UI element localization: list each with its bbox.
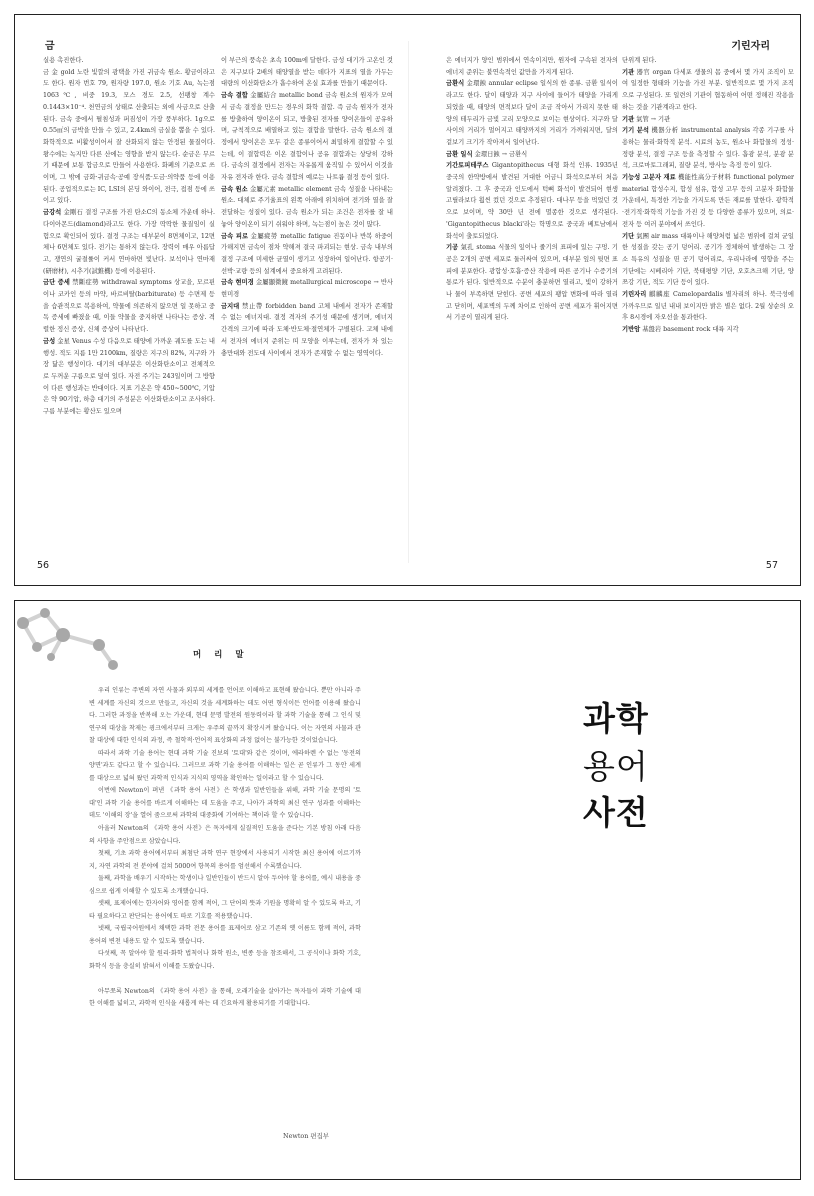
right-page-number: 57: [765, 560, 778, 571]
dictionary-entry: [221, 277, 393, 300]
dictionary-entry: [43, 55, 215, 67]
book-title-line-2: 용어: [583, 747, 649, 786]
preface-paragraph: 첫째, 기초 과학 용어에서부터 최첨단 과학 연구 현장에서 사용되기 시작한 최신 용어에 이르기까지, 자연 과학의 전 분야에 걸쳐 5000여 항목의 용어를 엄선해서 수록했습니다.: [89, 850, 361, 870]
entry-definition: 단위계 된다.: [622, 57, 657, 64]
entry-definition: 氣管 → 기관: [634, 115, 671, 123]
preface-paragraph: 이번에 Newton이 펴낸 《과학 용어 사전》은 학생과 일반인들을 위해, 과학 기술 문명의 '토대'인 과학 기술 용어를 바르게 이해하는 데 도움을 주고, 나아가 과학의 최신 연구 성과를 이해하는 데도 '이해의 장'을 열어 줌으로써 과학의 대중화에 기여하는 책이라 할 수 있습니다.: [89, 787, 361, 820]
entry-definition: 金屬疲勞 metallic fatigue 진동이나 반복 하중이 가해지면 금속이 점차 약해져 결국 파괴되는 현상. 금속 내부의 결정 구조에 미세한 균열이 생기고 성장하여 일어난다. 항공기·선박·교량 등의 설계에서 중요하게 고려된다.: [221, 232, 393, 275]
entry-headword: 기간토피테쿠스: [446, 162, 489, 170]
preface-paragraph: 넷째, 국립국어원에서 채택한 과학 전문 용어를 표제어로 삼고 기존의 옛 이름도 함께 적어, 과학 용어의 변천 내용도 알 수 있도록 했습니다.: [89, 925, 361, 945]
preface-paragraph: 둘째, 과학을 배우기 시작하는 학생이나 일반인들이 반드시 알아 두어야 할 용어를, 예시 내용을 중심으로 쉽게 이해할 수 있도록 소개했습니다.: [89, 875, 361, 895]
entry-headword: 기린자리: [622, 291, 647, 299]
entry-headword: 금속 피로: [221, 232, 249, 240]
page-gutter: [408, 41, 409, 563]
entry-headword: 금속 결합: [221, 92, 248, 100]
entry-headword: 금환식: [446, 80, 465, 88]
dictionary-entry: [622, 67, 794, 114]
dictionary-entry: [43, 336, 215, 418]
dictionary-entry: [446, 55, 618, 78]
dictionary-entry: [446, 149, 618, 161]
dictionary-entry: [446, 78, 618, 148]
entry-headword: 금속 현미경: [221, 279, 254, 287]
dictionary-entry: [622, 114, 794, 126]
entry-definition: 금 金 gold 노란 빛깔의 광택을 가진 귀금속 원소. 황금이라고도 한다. 원자 번호 79, 원자량 197.0, 원소 기호 Au, 녹는점 1063℃, 비중 19.3, 모스 경도 2.5, 선팽창 계수 0.1443×10⁻⁴. 천연금의 상태로 산출되는 외에 사금으로 산출된다. 금속 중에서 펼침성과 퍼짐성이 가장 풍부하다. 1g으로 0.55㎡의 금박을 만들 수 있고, 2.4km의 금실을 뽑을 수 있다. 화학적으로 비활성이어서 잘 산화되지 않는 안정된 물질이다. 왕수에는 녹지만 다른 산에는 영향을 받지 않는다. 순금은 무르기 때문에 보통 합금으로 만들어 사용한다. 화폐의 기준으로 쓰이며, 그 밖에 금화·귀금속·공예 장식품·도금·의약품 등에 이용된다. 공업적으로는 IC, LSI의 본딩 와이어, 전극, 접점 등에 쓰이고 있다.: [43, 68, 215, 205]
dictionary-column-4: [622, 55, 794, 567]
entry-definition: 金環日蝕 → 금환식: [472, 150, 528, 158]
preface-paragraph: 아울러 Newton의 《과학 용어 사전》은 독자에게 실질적인 도움을 준다는 기본 방침 아래 다음의 사항을 주안점으로 삼았습니다.: [89, 825, 361, 845]
dictionary-entry: [221, 55, 393, 90]
preface-signature: Newton 편집부: [283, 1132, 329, 1140]
entry-headword: 기능성 고분자 재료: [622, 174, 676, 182]
entry-definition: 禁斷症勢 withdrawal symptoms 상교을, 모르핀이나 코카인 등의 마약, 바르비탈(barbiturate) 등 수면제 등을 습관적으로 복용하여, 약물에 의존하지 않으면 일 못하고 중독 증세에 빠졌을 때, 이들 약물을 중지하면 나타나는 증상. 격렬한 정신 증상, 신체 증상이 나타난다.: [43, 279, 215, 334]
dictionary-entry: [43, 277, 215, 336]
dictionary-entry: [221, 90, 393, 184]
entry-definition: 金星 Venus 수성 다음으로 태양에 가까운 궤도를 도는 내행성. 적도 지름 1만 2100km, 질량은 지구의 82%, 지구와 가장 닮은 행성이다. 대기의 대부분은 이산화탄소이고 전체적으로 두꺼운 구름으로 덮여 있다. 자전 주기는 243일이며 그 방향이 다른 행성과는 반대이다. 지표 기온은 약 450~500℃, 기압은 약 90기압, 하층 대기의 주성분은 이산화탄소이고 조사하다. 구름 부분에는 황산도 있으며: [43, 337, 215, 416]
entry-headword: 기공: [446, 244, 459, 252]
entry-definition: 金屬結合 metallic bond 금속 원소의 원자가 모여서 금속 결정을 만드는 경우의 화학 결합. 즉 금속 원자가 전자를 방출하여 양이온이 되고, 방출된 전자를 양이온들이 공유하며, 규칙적으로 배열하고 있는 결합을 말한다. 금속 원소의 결정에서 양이온은 모두 같은 종류이어서 최밀하게 결합할 수 있는데, 이 결합력은 이온 결합이나 공유 결합과는 상당히 강하다. 금속의 결정에서 전자는 자유롭게 움직일 수 있어서 이것을 자유 전자라 한다. 금속 결합의 예로는 나트륨 결정 등이 있다.: [221, 92, 393, 182]
left-page-number: 56: [37, 560, 50, 571]
dictionary-entry: [221, 301, 393, 360]
dictionary-entry: [43, 207, 215, 277]
preface-paragraph: 셋째, 표제어에는 한자어와 영어를 함께 적어, 그 단어의 뜻과 기원을 명확히 알 수 있도록 하고, 기타 필요하다고 판단되는 용어에도 따로 기호를 적용했습니다.: [89, 900, 361, 920]
dictionary-entry: [221, 184, 393, 231]
entry-headword: 금강석: [43, 209, 62, 217]
dictionary-entry: [622, 289, 794, 324]
entry-headword: 금환 일식: [446, 150, 473, 158]
entry-definition: 金屬元素 metallic element 금속 성질을 나타내는 원소. 대체로 주기율표의 왼쪽 아래에 위치하며 전기와 열을 잘 전달하는 성질이 있다. 금속 원소가 되는 조건은 전자를 잘 내놓아 양이온이 되기 쉬워야 하며, 녹는점이 높은 것이 많다.: [221, 185, 393, 228]
dictionary-entry: [622, 172, 794, 231]
preface-paragraph: 우리 인류는 주변의 자연 사물과 외부의 세계를 언어로 이해하고 표현해 왔습니다. 뿐만 아니라 주변 세계를 자신의 것으로 만들고, 자신의 것을 세계화하는 데도 어떤 형식이든 언어를 이용해 왔습니다. 그러한 과정을 반복해 오는 가운데, 현대 문명 발전의 원동력이라 할 과학 기술을 통해 그 인식 및 연구의 대상을 착제는 굉크에서부터 크게는 우주의 끝까지 확장시켜 왔습니다. 이는 자연의 사물과 관찰 대상에 대한 인식의 과정, 즉 철학적·언어적 표상화의 과정 없이는 불가능한 것이었습니다.: [89, 687, 361, 745]
dictionary-entry: [622, 55, 794, 67]
entry-definition: 은 에너지가 양인 범위에서 연속이지만, 원자에 구속된 전자의 에너지 준위는 불연속적인 값만을 가지게 된다.: [446, 57, 618, 76]
dictionary-column-1: [43, 55, 215, 567]
dictionary-entry: [221, 231, 393, 278]
book-title-line-1: 과학: [583, 699, 649, 738]
entry-headword: 기단: [622, 232, 635, 240]
entry-definition: 氣孔 stoma 식물의 잎이나 줄기의 표피에 있는 구멍. 기공은 2개의 공변 세포로 둘러싸여 있으며, 대부분 잎의 뒷면 표피에 분포한다. 광합성·호흡·증산 작용에 따른 공기나 수증기의 통로가 된다. 일반적으로 수분이 충분하면 열리고, 빛이 강하거나 물이 부족하면 닫힌다. 공변 세포의 팽압 변화에 따라 열리고 닫히며, 세포벽의 두께 차이로 인하여 공변 세포가 휘어지면서 기공이 열리게 된다.: [446, 244, 618, 322]
entry-definition: Gigantopithecus 대형 화석 인류. 1935년 중국의 한약방에서 발견된 거대한 어금니 화석으로부터 처음 알려졌다. 그 후 중국과 인도에서 턱뼈 화석이 발견되어 현생 고릴라보다 훨씬 컸던 것으로 추정된다. 대나무 등을 먹었던 것으로 보이며, 약 30만 년 전에 멸종한 것으로 생각된다. 'Gigantopithecus blacki'라는 학명으로 중국과 베트남에서 화석이 출토되었다.: [446, 162, 618, 240]
molecule-decoration: [15, 601, 125, 681]
entry-definition: 禁止帶 forbidden band 고체 내에서 전자가 존재할 수 없는 에너지대. 결정 격자의 주기성 때문에 생기며, 에너지 간격의 크기에 따라 도체·반도체·절연체가 구별된다. 고체 내에서 전자의 에너지 준위는 띠 모양을 이루는데, 전자가 차 있는 충만대와 전도대 사이에서 전자가 존재할 수 없는 영역이다.: [221, 302, 393, 357]
dictionary-column-2: [221, 55, 393, 567]
entry-definition: 機器分析 instrumental analysis 각종 기구를 사용하는 물리·화학적 분석. 시료의 농도, 원소나 화합물의 정성·정량 분석, 결정 구조 등을 측정할 수 있다. 흡광 분석, 분광 분석, 크로마토그래피, 질량 분석, 방사능 측정 등이 있다.: [622, 127, 794, 170]
book-title-line-3: 사전: [583, 793, 649, 832]
entry-headword: 기관: [622, 68, 635, 76]
preface-paragraph: 아무쪼록 Newton의 《과학 용어 사전》을 통해, 오래기술을 살아가는 독자들이 과학 기술에 대한 이해를 넓히고, 과학적 인식을 새롭게 하는 데 긴요하게 활용되기를 기대합니다.: [89, 987, 361, 1008]
dictionary-entry: [622, 324, 794, 336]
entry-headword: 기반암: [622, 326, 641, 334]
entry-definition: 이 부근의 풍속은 초속 100m에 달한다. 금성 대기가 고온인 것은 지구보다 2배의 태양열을 받는 데다가 지표의 열을 가두는 대량의 이산화탄소가 흡수하여 온실 효과를 만들기 때문이다.: [221, 57, 393, 88]
dictionary-entry: [622, 125, 794, 172]
entry-definition: 機能性高分子材料 functional polymer material 합성수지, 합성 섬유, 합성 고무 등의 고분자 화합물 가운데서, 특정한 기능을 가지도록 만든 재료를 말한다. 광학적·전기적·화학적 기능을 가진 것 등 다양한 종류가 있으며, 의료·전자 등 여러 분야에서 쓰인다.: [622, 174, 794, 228]
entry-headword: 기관: [622, 115, 635, 123]
left-running-head: 금: [45, 41, 55, 52]
preface-paragraph: 따라서 과학 기술 용어는 현대 과학 기술 진보의 '토대'와 같은 것이며, 에라하렌 수 없는 '동전의 양면'과도 같다고 할 수 있습니다. 그러므로 과학 기술 용어를 이해하는 일은 곧 인류가 그 동안 세계를 대상으로 넓혀 왔던 과학적 인식과 지식의 영역을 확인하는 일이라고 할 수 있습니다.: [89, 749, 361, 782]
entry-headword: 기기 분석: [622, 127, 649, 135]
preface-paragraph: 다섯째, 꼭 알아야 할 원리·화학 법칙이나 화학 원소, 변종 등을 참조해서, 그 공식이나 화학 기호, 화학식 등을 충실히 밝혀서 이해를 도왔습니다.: [89, 950, 361, 971]
entry-definition: 麒麟座 Camelopardalis 별자리의 하나. 북극성에 가까우므로 일년 내내 보이지만 밝은 별은 없다. 2월 상순의 오후 8시경에 자오선을 통과한다.: [622, 291, 794, 322]
entry-definition: 氣團 air mass 대륙이나 해양처럼 넓은 범위에 걸쳐 균일한 성질을 갖는 공기 덩어리. 공기가 정체하여 발생하는 그 장소 특유의 성질을 띤 공기 덩어리로, 우리나라에 영향을 주는 기단에는 시베리아 기단, 북태평양 기단, 오호츠크해 기단, 양쯔강 기단, 적도 기단 등이 있다.: [622, 232, 794, 287]
entry-headword: 금속 원소: [221, 185, 248, 193]
dictionary-spread: [14, 14, 801, 586]
right-running-head: 기린자리: [731, 41, 770, 52]
entry-definition: 器官 organ 다세포 생물의 몸 중에서 몇 가지 조직이 모여 일정한 형태와 기능을 가진 부분. 일반적으로 몇 가지 조직으로 구성된다. 또 일련의 기관이 협동하여 어떤 정해진 작용을 하는 것을 기관계라고 한다.: [622, 68, 794, 111]
dictionary-entry: [43, 67, 215, 207]
preface-body: [89, 685, 361, 1011]
entry-definition: 金環蝕 annular eclipse 일식의 한 종류. 금환 일식이라고도 한다. 달이 태양과 지구 사이에 들어가 태양을 가리게 되었을 때, 태양의 면적보다 달이 조금 작아서 가리지 못한 태양의 테두리가 금빛 고리 모양으로 보이는 현상이다. 지구와 달 사이의 거리가 멀어지고 태양까지의 거리가 가까워지면, 달의 겉보기 크기가 작아져서 일어난다.: [446, 80, 618, 146]
dictionary-column-3: [446, 55, 618, 567]
dictionary-entry: [622, 231, 794, 290]
preface-heading: 머 리 말: [193, 650, 249, 660]
entry-definition: 基盤岩 basement rock 대륙 지각: [640, 326, 739, 334]
entry-headword: 금단 증세: [43, 279, 70, 287]
entry-definition: 金屬顯微鏡 metallurgical microscope → 반사 현미경: [221, 279, 393, 299]
entry-definition: 金剛石 결정 구조를 가진 탄소C의 동소체 가운데 하나. 다이아몬드(diamond)라고도 한다. 가장 딱딱한 물질임이 실험으로 확인되어 있다. 결정 구조는 대부분이 8면체이고, 12면체나 6면체도 있다. 전기는 통하지 않는다. 장력이 매우 아름답고, 쟁연의 굴절률이 커서 연마하면 빛난다. 보석이나 연마재(研磨材), 시추기(試錐機) 등에 이용된다.: [43, 209, 215, 275]
dictionary-entry: [446, 160, 618, 242]
entry-headword: 금성: [43, 337, 56, 345]
dictionary-entry: [446, 242, 618, 324]
preface-page: [14, 600, 801, 1180]
entry-headword: 금지대: [221, 302, 240, 310]
entry-definition: 실용 촉진한다.: [43, 57, 84, 64]
